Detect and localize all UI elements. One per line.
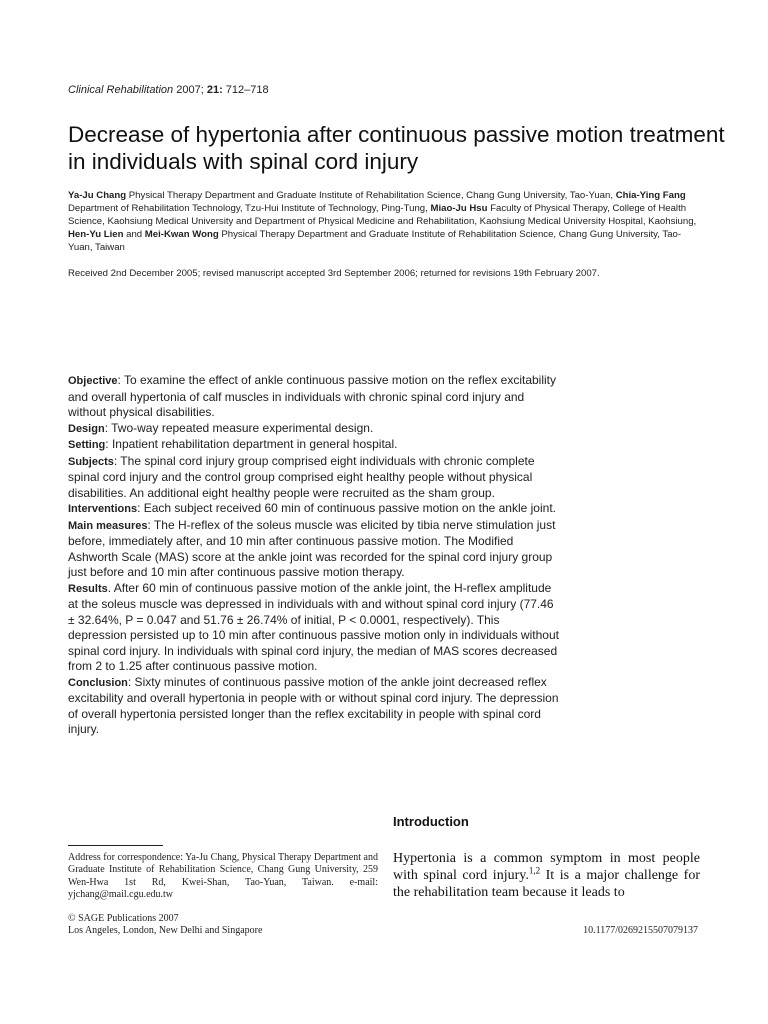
author-list <box>68 189 704 254</box>
journal-year: 2007; <box>176 84 204 96</box>
author-name: Mei-Kwan Wong <box>144 229 219 240</box>
author-affiliation: Department of Rehabilitation Technology, Tzu-Hui Institute of Technology, Ping-Tung, <box>68 203 428 214</box>
journal-citation <box>68 84 269 96</box>
journal-name: Clinical Rehabilitation <box>68 84 174 96</box>
article-title: Decrease of hypertonia after continuous passive motion treatment in individuals with spinal cord injury <box>68 122 725 174</box>
abstract-text: : Two-way repeated measure experimental design. <box>104 420 374 435</box>
abstract-text: : The spinal cord injury group comprised eight individuals with chronic complete spinal cord injury and the control group comprised eight healthy people without physical disabilities. An additional eight healthy people were recruited as the sham group. <box>68 453 535 500</box>
abstract-text: : To examine the effect of ankle continuous passive motion on the reflex excitability and overall hypertonia of calf muscles in individuals with chronic spinal cord injury and without physical disabilities. <box>68 373 557 419</box>
copyright-notice: © SAGE Publications 2007 <box>68 913 179 924</box>
author-affiliation: and <box>126 229 143 240</box>
abstract <box>68 373 560 738</box>
intro-text-end: It is a major challenge for the rehabilitation team because it leads to <box>393 868 700 900</box>
abstract-label: Objective <box>68 375 118 387</box>
abstract-results <box>68 581 560 675</box>
author-affiliation: Physical Therapy Department and Graduate Institute of Rehabilitation Science, Chang Gung University, Tao-Yuan, <box>128 190 614 201</box>
author-name: Chia-Ying Fang <box>615 190 686 201</box>
abstract-interventions <box>68 501 560 518</box>
correspondence-address: Address for correspondence: Ya-Ju Chang, Physical Therapy Department and Graduate Institute of Rehabilitation Science, Chang Gung University, 259 Wen-Hwa 1st Rd, Kwei-Shan, Tao-Yuan, Taiwan. e-mail: yjchang@mail.cgu.edu.tw <box>68 852 378 901</box>
abstract-subjects <box>68 454 560 502</box>
abstract-label: Subjects <box>68 455 114 468</box>
publisher-info <box>68 913 368 938</box>
abstract-label: Design <box>68 422 105 435</box>
journal-pages: 712–718 <box>225 84 269 96</box>
abstract-setting <box>68 437 560 454</box>
author-name: Ya-Ju Chang <box>68 190 127 201</box>
abstract-main-measures <box>68 518 560 581</box>
abstract-text: : Each subject received 60 min of continuous passive motion on the ankle joint. <box>137 501 556 515</box>
abstract-text: . After 60 min of continuous passive motion of the ankle joint, the H-reflex amplitude at the soleus muscle was depressed in individuals with and without spinal cord injury (77.46 ± 32.64%, P = 0.047 and 51.76 ± 26.74% of initial, P < 0.0001, respectively). This depression persisted up to 10 min after continuous passive motion only in individuals without spinal cord injury. In individuals with spinal cord injury, the median of MAS scores decreased from 2 to 1.25 after continuous passive motion. <box>68 580 559 673</box>
received-dates: Received 2nd December 2005; revised manuscript accepted 3rd September 2006; returned for revisions 19th February 2007. <box>68 268 600 279</box>
author-affiliation: Physical Therapy Department and Graduate Institute of Rehabilitation Science, Chang Gung University, Tao-Yuan, Taiwan <box>68 229 682 253</box>
abstract-text: : Inpatient rehabilitation department in general hospital. <box>105 437 398 451</box>
abstract-label: Main measures <box>68 519 148 532</box>
publisher-locations: Los Angeles, London, New Delhi and Singapore <box>68 925 263 937</box>
abstract-label: Results <box>68 582 108 595</box>
citation-reference[interactable]: 1,2 <box>528 865 541 876</box>
abstract-label: Conclusion <box>68 676 128 689</box>
intro-text-start: Hypertonia is a common symptom in most people with spinal cord injury. <box>393 851 700 883</box>
footnote-divider <box>68 845 163 846</box>
doi: 10.1177/0269215507079137 <box>583 925 698 936</box>
author-name: Miao-Ju Hsu <box>430 203 488 214</box>
abstract-label: Interventions <box>68 503 138 515</box>
abstract-text: : The H-reflex of the soleus muscle was elicited by tibia nerve stimulation just before, immediately after, and 10 min after continuous passive motion. The Modified Ashworth Scale (MAS) score at the ankle joint was recorded for the spinal cord injury group just before and 10 min after continuous passive motion therapy. <box>68 517 556 579</box>
abstract-label: Setting <box>68 439 106 451</box>
abstract-conclusion <box>68 675 560 738</box>
journal-volume: 21: <box>206 84 223 96</box>
abstract-text: : Sixty minutes of continuous passive motion of the ankle joint decreased reflex excitability and overall hypertonia in people with or without spinal cord injury. The depression of overall hypertonia persisted longer than the reflex excitability in people with spinal cord injury. <box>68 674 559 736</box>
author-name: Hen-Yu Lien <box>68 229 124 240</box>
abstract-design <box>68 421 560 438</box>
section-heading-introduction: Introduction <box>393 814 469 829</box>
abstract-objective <box>68 373 560 421</box>
introduction-paragraph <box>393 850 700 901</box>
author-affiliation: Faculty of Physical Therapy, College of Health Science, Kaohsiung Medical University and Department of Physical Medicine and Rehabilitation, Kaohsiung Medical University Hospital, Kaohsiung, <box>68 203 697 227</box>
